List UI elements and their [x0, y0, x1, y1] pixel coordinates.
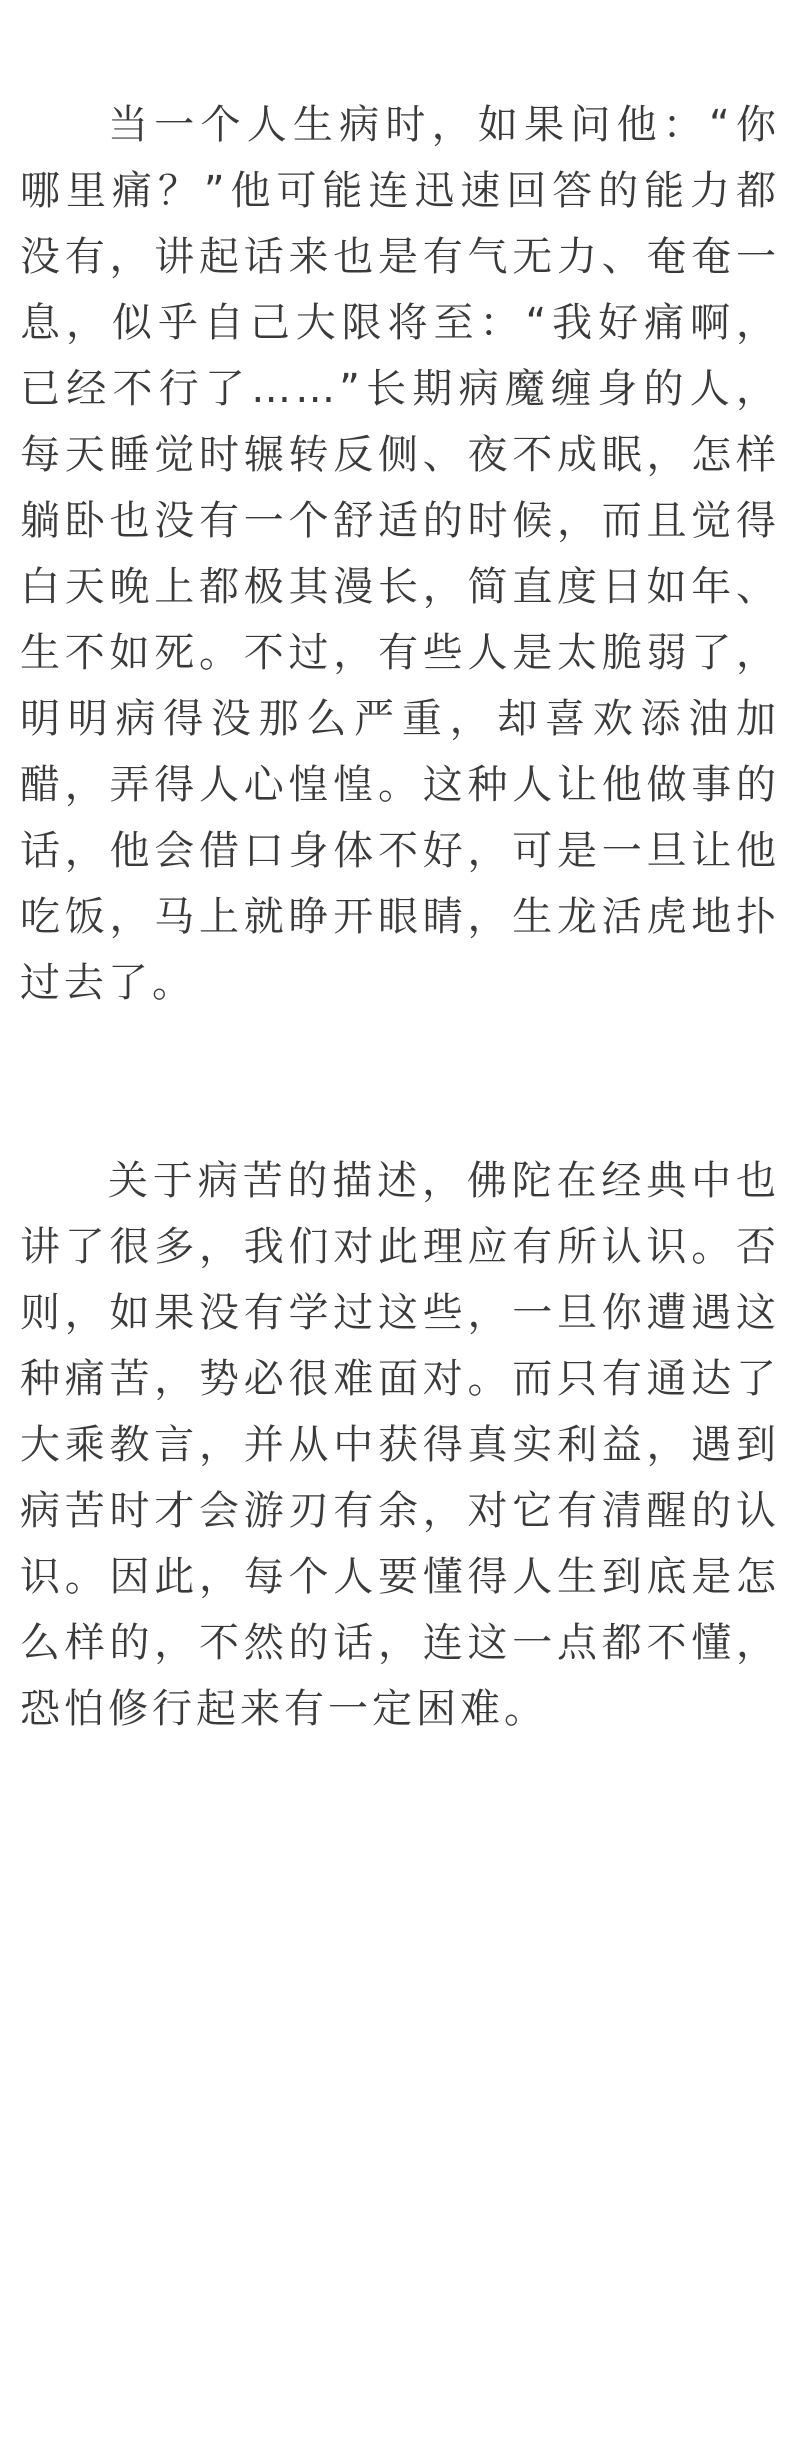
paragraph-buddha-teaching: 关于病苦的描述，佛陀在经典中也讲了很多，我们对此理应有所认识。否则，如果没有学过这些，一旦你遭遇这种痛苦，势必很难面对。而只有通达了大乘教言，并从中获得真实利益，遇到病苦时才会游刃有余，对它有清醒的认识。因此，每个人要懂得人生到底是怎么样的，不然的话，连这一点都不懂，恐怕修行起来有一定困难。 — [20, 1158, 780, 1732]
paragraph-illness-description: 当一个人生病时，如果问他：“你哪里痛？”他可能连迅速回答的能力都没有，讲起话来也是有气无力、奄奄一息，似乎自己大限将至：“我好痛啊，已经不行了……”长期病魔缠身的人，每天睡觉时辗转反侧、夜不成眠，怎样躺卧也没有一个舒适的时候，而且觉得白天晚上都极其漫长，简直度日如年、生不如死。不过，有些人是太脆弱了，明明病得没那么严重，却喜欢添油加醋，弄得人心惶惶。这种人让他做事的话，他会借口身体不好，可是一旦让他吃饭，马上就睁开眼睛，生龙活虎地扑过去了。 — [20, 102, 780, 1006]
article-body — [20, 92, 780, 1742]
